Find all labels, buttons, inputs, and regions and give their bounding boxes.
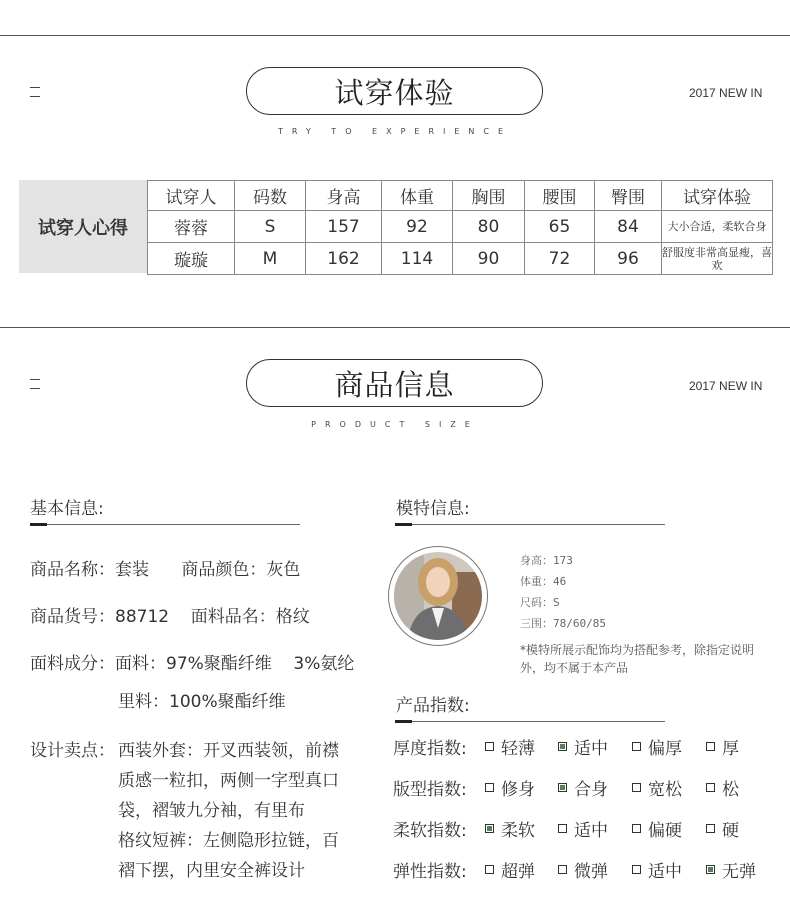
lining-composition-line: 里料：100%聚酯纤维 bbox=[118, 692, 286, 712]
design-label: 设计卖点： bbox=[30, 741, 115, 761]
index-option[interactable]: 合身 bbox=[558, 775, 608, 800]
index-option[interactable]: 轻薄 bbox=[485, 734, 535, 759]
table-cell: 84 bbox=[595, 211, 662, 243]
model-info-heading: 模特信息: bbox=[396, 499, 470, 519]
table-row bbox=[148, 211, 773, 243]
checkbox-icon bbox=[558, 865, 567, 874]
index-option[interactable]: 硬 bbox=[706, 816, 739, 841]
index-option[interactable]: 微弹 bbox=[558, 857, 608, 882]
menu-dash bbox=[30, 87, 40, 88]
basic-info-heading: 基本信息: bbox=[30, 499, 104, 519]
table-cell: 162 bbox=[306, 243, 382, 275]
index-option[interactable]: 柔软 bbox=[485, 816, 535, 841]
table-cell: 90 bbox=[453, 243, 525, 275]
design-line: 西装外套：开叉西装领，前襟 bbox=[118, 741, 339, 761]
table-cell: 蓉蓉 bbox=[148, 211, 235, 243]
product-index-rule-mark bbox=[395, 720, 412, 723]
model-photo bbox=[394, 552, 482, 640]
section-subtitle: TRY TO EXPERIENCE bbox=[277, 127, 513, 136]
menu-dash bbox=[30, 379, 40, 380]
checkbox-icon bbox=[485, 742, 494, 751]
checkbox-icon bbox=[632, 742, 641, 751]
checkbox-icon bbox=[485, 865, 494, 874]
model-height: 身高：173 bbox=[520, 554, 573, 567]
section-title-pill bbox=[246, 67, 543, 115]
product-sku-line: 商品货号：88712 面料品名：格纹 bbox=[30, 607, 310, 627]
checkbox-icon bbox=[706, 742, 715, 751]
table-cell-comment: 大小合适，柔软合身 bbox=[662, 211, 773, 243]
index-option[interactable]: 松 bbox=[706, 775, 739, 800]
fabric-composition-line: 面料成分：面料：97%聚酯纤维 3%氨纶 bbox=[30, 654, 355, 674]
table-cell: 璇璇 bbox=[148, 243, 235, 275]
table-cell: 72 bbox=[525, 243, 595, 275]
table-cell: 92 bbox=[382, 211, 453, 243]
checkbox-checked-icon bbox=[485, 824, 494, 833]
new-in-badge: 2017 NEW IN bbox=[689, 379, 763, 393]
index-label: 弹性指数: bbox=[393, 862, 467, 882]
table-header: 臀围 bbox=[595, 181, 662, 211]
product-index-rule bbox=[395, 721, 665, 722]
table-cell: 65 bbox=[525, 211, 595, 243]
section-title: 商品信息 bbox=[334, 367, 455, 402]
table-row bbox=[148, 243, 773, 275]
table-header: 试穿人 bbox=[148, 181, 235, 211]
section-title-pill bbox=[246, 359, 543, 407]
fitting-row-label: 试穿人心得 bbox=[19, 180, 147, 273]
middle-divider bbox=[0, 327, 790, 328]
menu-dash bbox=[30, 388, 40, 389]
top-divider bbox=[0, 35, 790, 36]
section-title: 试穿体验 bbox=[334, 75, 455, 110]
accessory-note: *模特所展示配饰均为搭配参考，除指定说明外，均不属于本产品 bbox=[520, 643, 755, 675]
table-header: 体重 bbox=[382, 181, 453, 211]
table-header: 腰围 bbox=[525, 181, 595, 211]
table-cell-comment: 舒服度非常高显瘦，喜欢 bbox=[662, 243, 773, 275]
index-option[interactable]: 适中 bbox=[632, 857, 682, 882]
index-label: 厚度指数: bbox=[393, 739, 467, 759]
design-line: 袋，褶皱九分袖，有里布 bbox=[118, 801, 305, 821]
model-avatar bbox=[388, 546, 488, 646]
table-cell: M bbox=[235, 243, 306, 275]
product-name-line: 商品名称：套装 商品颜色：灰色 bbox=[30, 560, 301, 580]
index-label: 版型指数: bbox=[393, 780, 467, 800]
table-header: 码数 bbox=[235, 181, 306, 211]
checkbox-icon bbox=[706, 783, 715, 792]
section-subtitle: PRODUCT SIZE bbox=[311, 420, 479, 429]
design-line: 格纹短裤：左侧隐形拉链，百 bbox=[118, 831, 339, 851]
basic-info-rule-mark bbox=[30, 523, 47, 526]
checkbox-icon bbox=[632, 865, 641, 874]
table-cell: S bbox=[235, 211, 306, 243]
design-line: 质感一粒扣，两侧一字型真口 bbox=[118, 771, 339, 791]
model-measurements: 三围：78/60/85 bbox=[520, 617, 606, 630]
index-option[interactable]: 厚 bbox=[706, 734, 739, 759]
table-header-row bbox=[148, 181, 773, 211]
checkbox-icon bbox=[632, 783, 641, 792]
checkbox-icon bbox=[632, 824, 641, 833]
index-option[interactable]: 偏厚 bbox=[632, 734, 682, 759]
checkbox-icon bbox=[706, 824, 715, 833]
model-weight: 体重：46 bbox=[520, 575, 567, 588]
table-cell: 96 bbox=[595, 243, 662, 275]
checkbox-checked-icon bbox=[558, 783, 567, 792]
model-size: 尺码：S bbox=[520, 596, 560, 609]
model-info-rule bbox=[395, 524, 665, 525]
checkbox-checked-icon bbox=[558, 742, 567, 751]
index-option[interactable]: 适中 bbox=[558, 816, 608, 841]
index-option[interactable]: 适中 bbox=[558, 734, 608, 759]
index-option[interactable]: 宽松 bbox=[632, 775, 682, 800]
index-option[interactable]: 修身 bbox=[485, 775, 535, 800]
table-header: 胸围 bbox=[453, 181, 525, 211]
table-header: 试穿体验 bbox=[662, 181, 773, 211]
table-header: 身高 bbox=[306, 181, 382, 211]
product-index-heading: 产品指数: bbox=[396, 696, 470, 716]
checkbox-icon bbox=[558, 824, 567, 833]
fitting-table bbox=[147, 180, 773, 275]
index-option[interactable]: 无弹 bbox=[706, 857, 756, 882]
table-cell: 80 bbox=[453, 211, 525, 243]
checkbox-icon bbox=[485, 783, 494, 792]
basic-info-rule bbox=[30, 524, 300, 525]
menu-dash bbox=[30, 96, 40, 97]
model-info-rule-mark bbox=[395, 523, 412, 526]
new-in-badge: 2017 NEW IN bbox=[689, 86, 763, 100]
index-label: 柔软指数: bbox=[393, 821, 467, 841]
index-option[interactable]: 偏硬 bbox=[632, 816, 682, 841]
checkbox-checked-icon bbox=[706, 865, 715, 874]
table-cell: 114 bbox=[382, 243, 453, 275]
design-line: 褶下摆，内里安全裤设计 bbox=[118, 861, 305, 881]
table-cell: 157 bbox=[306, 211, 382, 243]
index-option[interactable]: 超弹 bbox=[485, 857, 535, 882]
